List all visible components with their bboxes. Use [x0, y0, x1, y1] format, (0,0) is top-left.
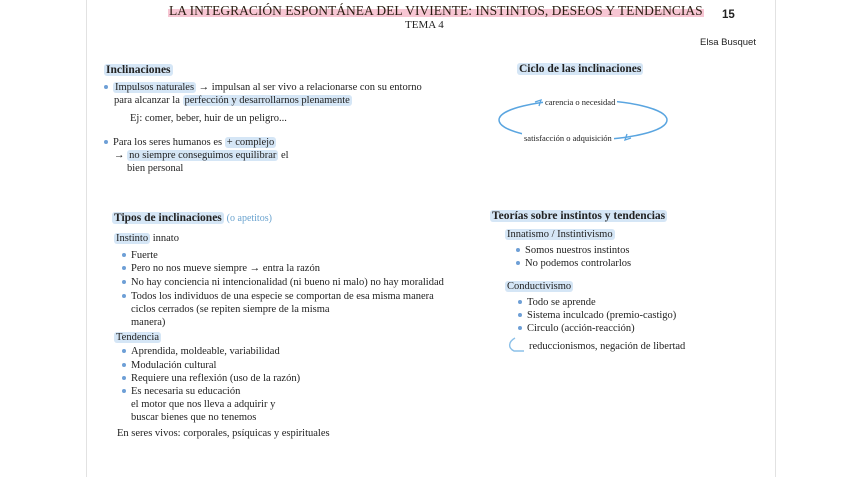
tendencia-label: Tendencia [116, 332, 159, 343]
bullet-icon [122, 363, 126, 367]
innatismo-label: Innatismo / Instintivismo [507, 229, 613, 240]
list-item: Es necesaria su educación [122, 385, 240, 398]
list-item-cont: buscar bienes que no tenemos [131, 412, 257, 423]
bullet-icon [122, 280, 126, 284]
bullet-icon [518, 313, 522, 317]
cycle-top-label: carencia o necesidad [545, 97, 616, 107]
list-item: Requiere una reflexión (uso de la razón) [122, 372, 300, 385]
instinto-label: Instinto innato [116, 233, 179, 244]
teorias-note: reduccionismos, negación de libertad [529, 341, 686, 352]
bullet-icon [518, 326, 522, 330]
bullet-icon [518, 300, 522, 304]
curved-arrow-icon [506, 336, 526, 354]
bullet-icon [122, 349, 126, 353]
tema-label: TEMA 4 [405, 19, 444, 31]
bullet-icon [122, 294, 126, 298]
bullet-icon [516, 248, 520, 252]
list-item: Modulación cultural [122, 359, 216, 372]
tipos-heading: Tipos de inclinaciones (o apetitos) [114, 212, 272, 224]
list-item: Pero no nos mueve siempre → entra la razón [122, 262, 320, 275]
page-title: LA INTEGRACIÓN ESPONTÁNEA DEL VIVIENTE: INSTINTOS, DESEOS Y TENDENCIAS [169, 3, 703, 18]
impulsos-line-2: para alcanzar la perfección y desarrollarnos plenamente [114, 95, 350, 106]
list-item: Somos nuestros instintos [516, 244, 629, 257]
list-item: Todo se aprende [518, 296, 596, 309]
list-item: Aprendida, moldeable, variabilidad [122, 345, 280, 358]
humanos-line: Para los seres humanos es + complejo [104, 136, 276, 149]
author-name: Elsa Busquet [700, 37, 756, 48]
bullet-icon [122, 389, 126, 393]
list-item: Sistema inculcado (premio-castigo) [518, 309, 676, 322]
inclinaciones-heading: Inclinaciones [106, 64, 171, 76]
list-item: Circulo (acción-reacción) [518, 322, 635, 335]
bullet-icon [122, 376, 126, 380]
example-line: Ej: comer, beber, huir de un peligro... [130, 113, 287, 124]
list-item-cont: ciclos cerrados (se repiten siempre de la misma [131, 304, 330, 315]
list-item: Fuerte [122, 249, 158, 262]
list-item-cont: manera) [131, 317, 166, 328]
humanos-line-2: → no siempre conseguimos equilibrar el [114, 150, 289, 161]
bullet-icon [104, 85, 108, 89]
list-item: Todos los individuos de una especie se comportan de esa misma manera [122, 290, 434, 303]
ciclo-heading: Ciclo de las inclinaciones [519, 63, 642, 75]
bullet-icon [122, 253, 126, 257]
humanos-line-3: bien personal [127, 163, 184, 174]
closing-line: En seres vivos: corporales, psíquicas y espirituales [117, 428, 330, 439]
teorias-heading: Teorías sobre instintos y tendencias [492, 210, 666, 222]
bullet-icon [122, 266, 126, 270]
bullet-icon [516, 261, 520, 265]
conductivismo-label: Conductivismo [507, 281, 572, 292]
list-item: No podemos controlarlos [516, 257, 631, 270]
list-item-cont: el motor que nos lleva a adquirir y [131, 399, 276, 410]
cycle-bottom-label: satisfacción o adquisición [524, 133, 612, 143]
bullet-icon [104, 140, 108, 144]
page-number: 15 [722, 9, 735, 21]
list-item: No hay conciencia ni intencionalidad (ni bueno ni malo) no hay moralidad [122, 276, 444, 289]
impulsos-line: Impulsos naturales → impulsan al ser vivo a relacionarse con su entorno [104, 81, 422, 94]
